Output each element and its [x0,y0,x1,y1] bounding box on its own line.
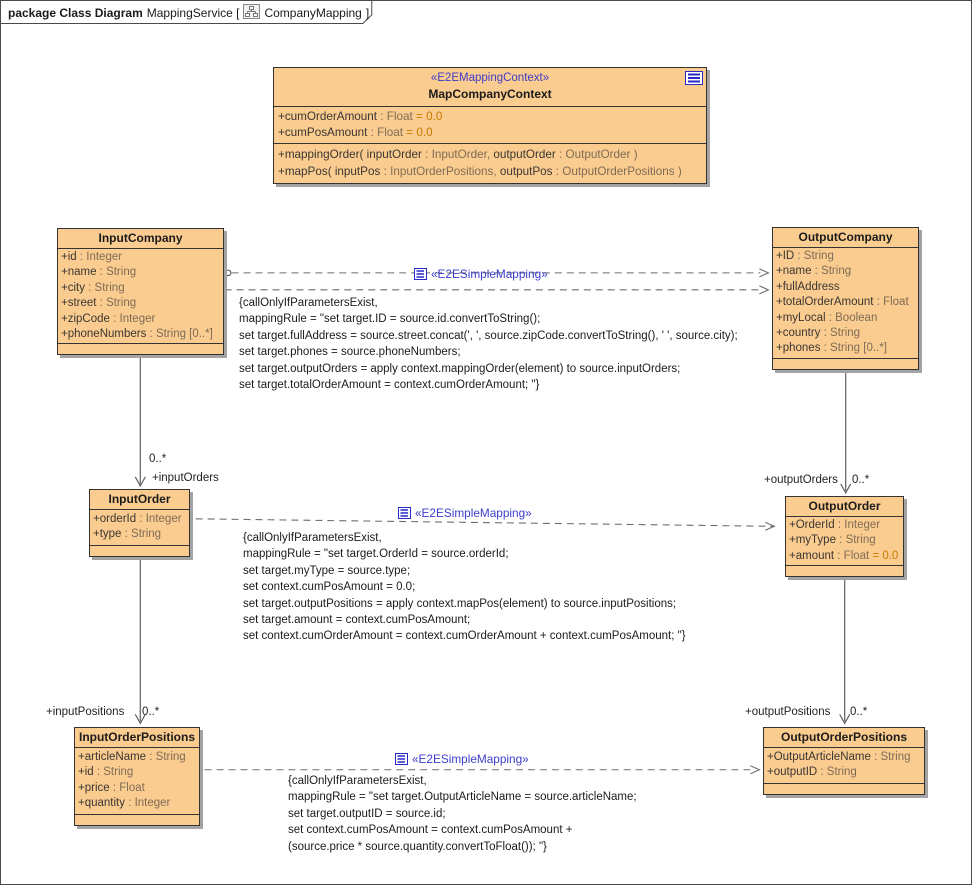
attribute[interactable]: +amount : Float = 0.0 [789,549,899,562]
class-name[interactable]: InputOrderPositions [75,728,199,748]
attribute[interactable]: +totalOrderAmount : Float [776,296,909,309]
attribute[interactable]: +OutputArticleName : String [767,751,911,763]
attribute[interactable]: +outputID : String [767,766,857,779]
attributes-compartment [274,107,706,144]
rule-line: set target.amount = context.cumPosAmount; [243,614,471,627]
rule-line: {callOnlyIfParametersExist, [243,532,382,544]
attribute[interactable]: +phoneNumbers : String [0..*] [61,328,213,341]
mapping-rule-order[interactable] [243,530,686,645]
class-inputcompany[interactable] [57,228,224,355]
arrowhead-mapping-company-name [759,269,768,277]
rule-line: {callOnlyIfParametersExist, [288,775,427,787]
mapping-icon [414,268,427,280]
arrowhead-inputorder [135,477,145,486]
attribute[interactable]: +street : String [61,297,137,310]
frame-context: MappingService [ [146,6,240,20]
diagram-frame-tab [8,4,369,22]
mapping-icon [398,507,411,519]
attribute[interactable]: +articleName : String [78,751,186,763]
role-outputpositions[interactable]: +outputPositions [745,706,831,718]
class-mapcompanycontext[interactable] [273,67,707,184]
arrowhead-mapping-order [765,522,774,530]
attribute[interactable]: +zipCode : Integer [61,312,156,325]
operation[interactable]: +mapPos( inputPos : InputOrderPositions, outputPos : OutputOrderPositions ) [278,164,682,178]
attribute[interactable]: +cumPosAmount : Float = 0.0 [278,126,433,139]
rule-line: set target.outputID = source.id; [288,807,446,820]
attribute[interactable]: +orderId : Integer [93,513,182,525]
class-name[interactable]: OutputOrderPositions [764,728,924,748]
multiplicity-outputorders[interactable]: 0..* [852,474,870,486]
stereotype-label: «E2ESimpleMapping» [431,267,548,281]
attribute[interactable]: +type : String [93,528,162,541]
frame-keyword: package Class Diagram [8,6,143,20]
class-name[interactable]: InputCompany [58,229,223,249]
multiplicity-inputorders[interactable]: 0..* [149,453,167,465]
arrowhead-outputorderpositions [840,714,850,723]
attribute[interactable]: +name : String [776,265,852,278]
mapping-label-company[interactable] [414,267,548,281]
class-outputcompany[interactable] [772,227,919,370]
rule-line: (source.price * source.quantity.convertToFloat()); "} [288,840,547,853]
attribute[interactable]: +myType : String [789,534,876,547]
stereotype-label: «E2ESimpleMapping» [415,506,532,520]
rule-line: mappingRule = "set target.ID = source.id.convertToString(); [239,313,541,326]
rule-line: mappingRule = "set target.OutputArticleName = source.articleName; [288,791,637,804]
mapping-rule-positions[interactable] [288,773,637,855]
diagram-icon [243,4,260,22]
arrowhead-mapping-company-fulladdress [759,286,768,294]
attribute[interactable]: +cumOrderAmount : Float = 0.0 [278,110,443,123]
class-name[interactable]: MapCompanyContext [428,87,552,101]
operations-compartment [274,144,706,183]
operations-compartment-empty [773,359,918,369]
rule-line: {callOnlyIfParametersExist, [239,297,378,309]
operations-compartment-empty [90,546,189,556]
attribute[interactable]: +ID : String [776,250,834,262]
anchor-circle-inputcompany-name [225,270,231,276]
attribute[interactable]: +id : String [78,766,134,779]
operations-compartment-empty [58,344,223,354]
rule-line: set target.outputPositions = apply context.mapPos(element) to source.inputPositions; [243,597,677,610]
multiplicity-inputpositions[interactable]: 0..* [142,706,160,718]
class-name[interactable]: OutputCompany [773,228,918,248]
role-outputorders[interactable]: +outputOrders [764,474,838,486]
frame-diagram-name: CompanyMapping [264,6,362,20]
class-name[interactable]: OutputOrder [786,497,903,517]
rule-line: set target.myType = source.type; [243,564,411,577]
stereotype-label: «E2ESimpleMapping» [412,752,529,766]
attributes-compartment [773,248,918,359]
rule-line: set context.cumPosAmount = context.cumPosAmount + [288,824,573,837]
mapping-label-order[interactable] [398,506,532,520]
operations-compartment-empty [786,566,903,576]
role-inputpositions[interactable]: +inputPositions [46,706,125,718]
attributes-compartment [75,748,199,815]
mapping-context-icon [685,71,703,90]
attribute[interactable]: +phones : String [0..*] [776,342,887,355]
frame-close-bracket: ] [365,6,370,20]
attributes-compartment [764,748,924,784]
mapping-icon [395,753,408,765]
operations-compartment-empty [764,784,924,794]
mapping-label-positions[interactable] [395,752,529,766]
attribute[interactable]: +city : String [61,281,125,294]
mapping-rule-company[interactable] [239,295,738,393]
class-inputorder[interactable] [89,489,190,557]
multiplicity-outputpositions[interactable]: 0..* [850,706,868,718]
class-inputorderpositions[interactable] [74,727,200,826]
arrowhead-mapping-positions [750,766,759,774]
rule-line: set target.phones = source.phoneNumbers; [239,346,461,359]
attribute[interactable]: +country : String [776,327,861,340]
rule-line: set context.cumOrderAmount = context.cumOrderAmount + context.cumPosAmount; "} [243,630,686,643]
rule-line: set target.outputOrders = apply context.mappingOrder(element) to source.inputOrders; [239,362,681,375]
rule-line: set context.cumPosAmount = 0.0; [243,581,416,594]
attributes-compartment [90,510,189,546]
attribute[interactable]: +OrderId : Integer [789,519,881,531]
operations-compartment-empty [75,815,199,825]
rule-line: set target.totalOrderAmount = context.cumOrderAmount; "} [239,379,540,392]
attribute[interactable]: +quantity : Integer [78,797,171,810]
rule-line: set target.fullAddress = source.street.concat(', ', source.zipCode.convertToString(), ' ', source.city); [239,329,738,342]
attribute[interactable]: +name : String [61,266,137,279]
rule-line: mappingRule = "set target.OrderId = source.orderId; [243,548,509,561]
class-name[interactable]: InputOrder [90,490,189,510]
class-header [274,68,706,107]
arrowhead-outputorder [841,484,851,493]
attribute[interactable]: +myLocal : Boolean [776,311,878,324]
stereotype-label: «E2EMappingContext» [430,72,550,84]
class-outputorderpositions[interactable] [763,727,925,795]
role-inputorders[interactable]: +inputOrders [152,472,219,484]
attribute[interactable]: +id : Integer [61,251,123,263]
attributes-compartment [58,249,223,344]
operation[interactable]: +mappingOrder( inputOrder : InputOrder, outputOrder : OutputOrder ) [278,148,638,161]
attribute[interactable]: +fullAddress [776,280,840,293]
class-outputorder[interactable] [785,496,904,577]
attribute[interactable]: +price : Float [78,781,145,794]
attributes-compartment [786,517,903,566]
